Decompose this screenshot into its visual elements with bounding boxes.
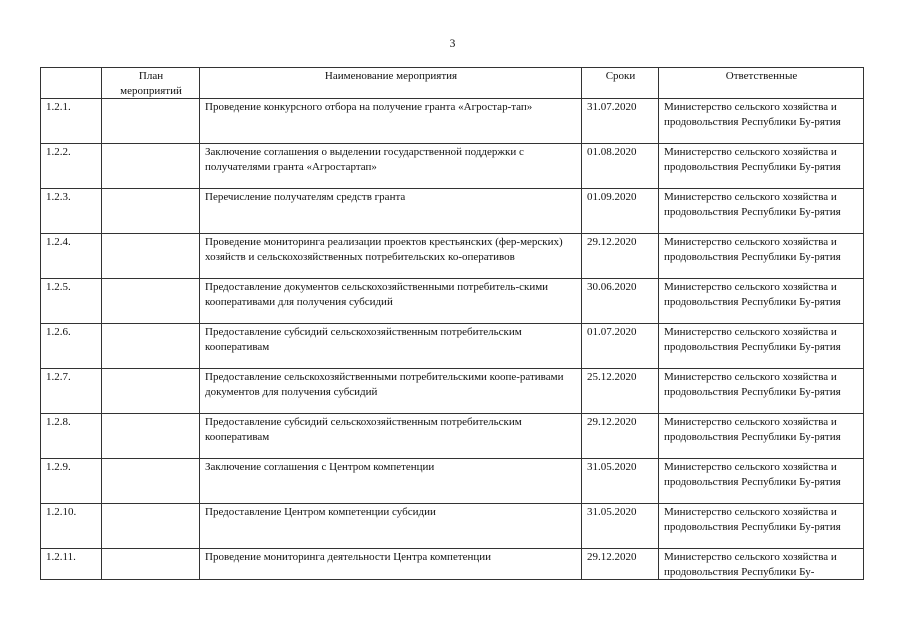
row-event-name: Заключение соглашения о выделении государственной поддержки с получателями гранта «Агростартап» xyxy=(200,144,582,189)
header-responsible: Ответственные xyxy=(659,68,864,99)
row-plan-cell xyxy=(102,369,200,414)
row-term: 29.12.2020 xyxy=(582,414,659,459)
row-term: 01.07.2020 xyxy=(582,324,659,369)
row-event-name: Предоставление документов сельскохозяйственными потребитель-скими кооперативами для получения субсидий xyxy=(200,279,582,324)
row-responsible: Министерство сельского хозяйства и продовольствия Республики Бу-рятия xyxy=(659,414,864,459)
row-plan-cell xyxy=(102,324,200,369)
row-plan-cell xyxy=(102,549,200,580)
row-number: 1.2.10. xyxy=(41,504,102,549)
row-term: 25.12.2020 xyxy=(582,369,659,414)
row-responsible: Министерство сельского хозяйства и продовольствия Республики Бу- xyxy=(659,549,864,580)
row-plan-cell xyxy=(102,504,200,549)
row-number: 1.2.8. xyxy=(41,414,102,459)
row-event-name: Заключение соглашения с Центром компетенции xyxy=(200,459,582,504)
table-row xyxy=(41,459,864,504)
row-plan-cell xyxy=(102,234,200,279)
events-table xyxy=(40,67,864,580)
row-event-name: Предоставление Центром компетенции субсидии xyxy=(200,504,582,549)
row-plan-cell xyxy=(102,99,200,144)
row-number: 1.2.9. xyxy=(41,459,102,504)
row-plan-cell xyxy=(102,459,200,504)
table-row xyxy=(41,324,864,369)
row-term: 31.07.2020 xyxy=(582,99,659,144)
row-number: 1.2.5. xyxy=(41,279,102,324)
row-term: 29.12.2020 xyxy=(582,234,659,279)
page-number: 3 xyxy=(449,38,456,50)
row-event-name: Предоставление сельскохозяйственными потребительскими коопе-ративами документов для получения субсидий xyxy=(200,369,582,414)
row-responsible: Министерство сельского хозяйства и продовольствия Республики Бу-рятия xyxy=(659,324,864,369)
table-row xyxy=(41,144,864,189)
header-number xyxy=(41,68,102,99)
table-row xyxy=(41,279,864,324)
row-responsible: Министерство сельского хозяйства и продовольствия Республики Бу-рятия xyxy=(659,369,864,414)
row-event-name: Перечисление получателям средств гранта xyxy=(200,189,582,234)
row-responsible: Министерство сельского хозяйства и продовольствия Республики Бу-рятия xyxy=(659,144,864,189)
row-responsible: Министерство сельского хозяйства и продовольствия Республики Бу-рятия xyxy=(659,234,864,279)
table-row xyxy=(41,99,864,144)
table-row xyxy=(41,369,864,414)
header-plan: План мероприятий xyxy=(102,68,200,99)
row-term: 01.09.2020 xyxy=(582,189,659,234)
row-responsible: Министерство сельского хозяйства и продовольствия Республики Бу-рятия xyxy=(659,279,864,324)
row-number: 1.2.1. xyxy=(41,99,102,144)
row-event-name: Предоставление субсидий сельскохозяйственным потребительским кооперативам xyxy=(200,414,582,459)
row-responsible: Министерство сельского хозяйства и продовольствия Республики Бу-рятия xyxy=(659,99,864,144)
header-terms: Сроки xyxy=(582,68,659,99)
table-header-row xyxy=(41,68,864,99)
row-responsible: Министерство сельского хозяйства и продовольствия Республики Бу-рятия xyxy=(659,459,864,504)
header-event-name: Наименование мероприятия xyxy=(200,68,582,99)
row-plan-cell xyxy=(102,414,200,459)
row-term: 31.05.2020 xyxy=(582,504,659,549)
table-row xyxy=(41,189,864,234)
row-event-name: Предоставление субсидий сельскохозяйственным потребительским кооперативам xyxy=(200,324,582,369)
row-term: 29.12.2020 xyxy=(582,549,659,580)
row-term: 01.08.2020 xyxy=(582,144,659,189)
row-term: 31.05.2020 xyxy=(582,459,659,504)
row-number: 1.2.7. xyxy=(41,369,102,414)
row-number: 1.2.11. xyxy=(41,549,102,580)
row-plan-cell xyxy=(102,144,200,189)
table-row xyxy=(41,414,864,459)
row-number: 1.2.6. xyxy=(41,324,102,369)
row-event-name: Проведение мониторинга деятельности Центра компетенции xyxy=(200,549,582,580)
table-row xyxy=(41,549,864,580)
row-plan-cell xyxy=(102,189,200,234)
row-event-name: Проведение конкурсного отбора на получение гранта «Агростар-тап» xyxy=(200,99,582,144)
table-row xyxy=(41,234,864,279)
row-plan-cell xyxy=(102,279,200,324)
row-number: 1.2.4. xyxy=(41,234,102,279)
row-number: 1.2.2. xyxy=(41,144,102,189)
table-row xyxy=(41,504,864,549)
row-responsible: Министерство сельского хозяйства и продовольствия Республики Бу-рятия xyxy=(659,189,864,234)
row-responsible: Министерство сельского хозяйства и продовольствия Республики Бу-рятия xyxy=(659,504,864,549)
row-event-name: Проведение мониторинга реализации проектов крестьянских (фер-мерских) хозяйств и сельскохозяйственных потребительских ко-оперативов xyxy=(200,234,582,279)
row-term: 30.06.2020 xyxy=(582,279,659,324)
row-number: 1.2.3. xyxy=(41,189,102,234)
